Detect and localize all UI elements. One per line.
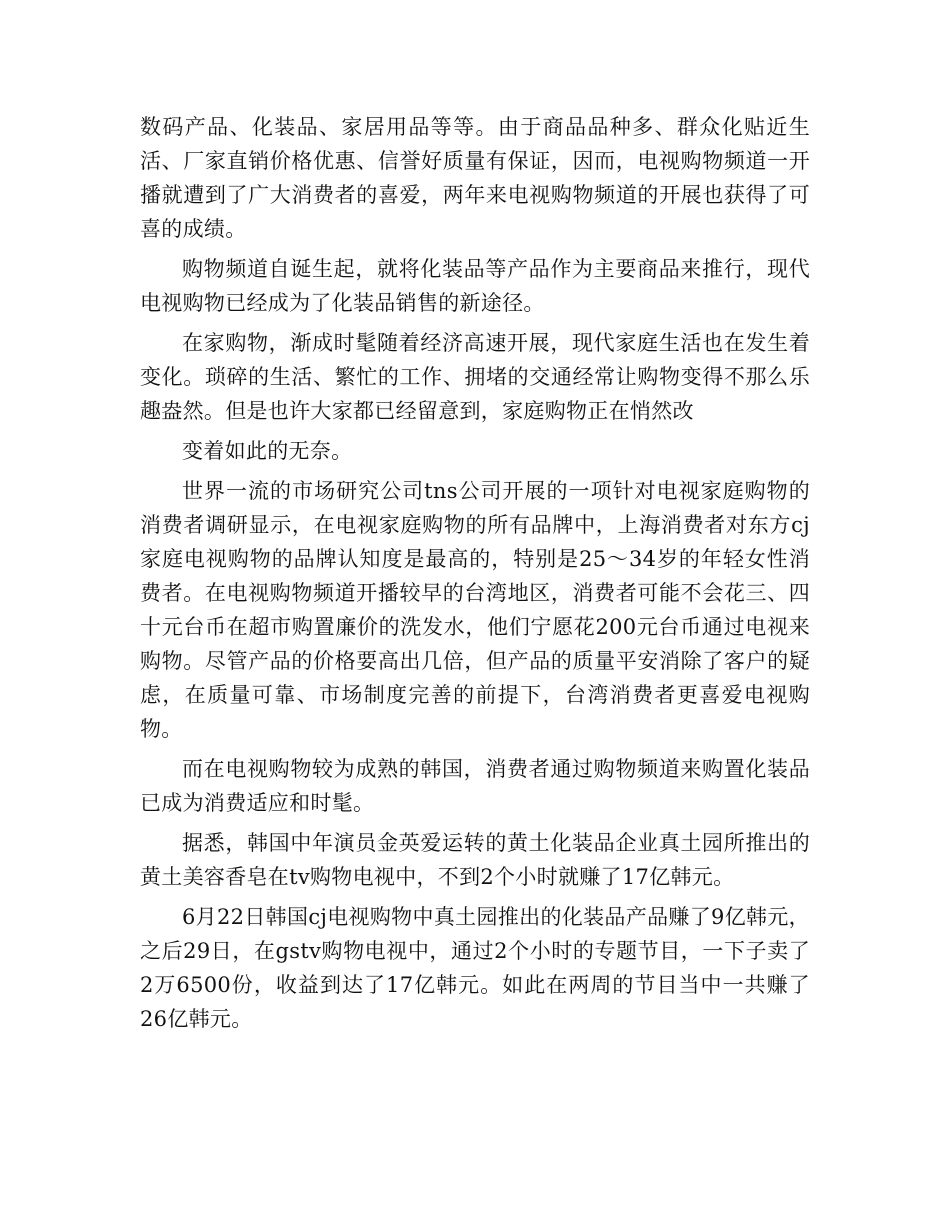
paragraph-1: 数码产品、化装品、家居用品等等。由于商品品种多、群众化贴近生活、厂家直销价格优惠、信誉好质量有保证，因而，电视购物频道一开播就遭到了广大消费者的喜爱，两年来电视购物频道的开展也获得了可喜的成绩。 (140, 115, 810, 241)
paragraph-2: 购物频道自诞生起，就将化装品等产品作为主要商品来推行，现代电视购物已经成为了化装品销售的新途径。 (140, 257, 810, 315)
document-body (140, 110, 810, 1042)
paragraph-7: 据悉，韩国中年演员金英爱运转的黄土化装品企业真土园所推出的黄土美容香皂在tv购物电视中，不到2个小时就赚了17亿韩元。 (140, 831, 810, 889)
paragraph-3: 在家购物，渐成时髦随着经济高速开展，现代家庭生活也在发生着变化。琐碎的生活、繁忙的工作、拥堵的交通经常让购物变得不那么乐趣盎然。但是也许大家都已经留意到，家庭购物正在悄然改 (140, 331, 810, 423)
paragraph-8: 6月22日韩国cj电视购物中真土园推出的化装品产品赚了9亿韩元，之后29日，在gstv购物电视中，通过2个小时的专题节目，一下子卖了2万6500份，收益到达了17亿韩元。如此在两周的节目当中一共赚了26亿韩元。 (140, 905, 810, 1031)
paragraph-4: 变着如此的无奈。 (182, 439, 353, 463)
paragraph-6: 而在电视购物较为成熟的韩国，消费者通过购物频道来购置化装品已成为消费适应和时髦。 (140, 757, 810, 815)
paragraph-5: 世界一流的市场研究公司tns公司开展的一项针对电视家庭购物的消费者调研显示，在电视家庭购物的所有品牌中，上海消费者对东方cj家庭电视购物的品牌认知度是最高的，特别是25～34岁的年轻女性消费者。在电视购物频道开播较早的台湾地区，消费者可能不会花三、四十元台币在超市购置廉价的洗发水，他们宁愿花200元台币通过电视来购物。尽管产品的价格要高出几倍，但产品的质量平安消除了客户的疑虑，在质量可靠、市场制度完善的前提下，台湾消费者更喜爱电视购物。 (140, 479, 810, 741)
